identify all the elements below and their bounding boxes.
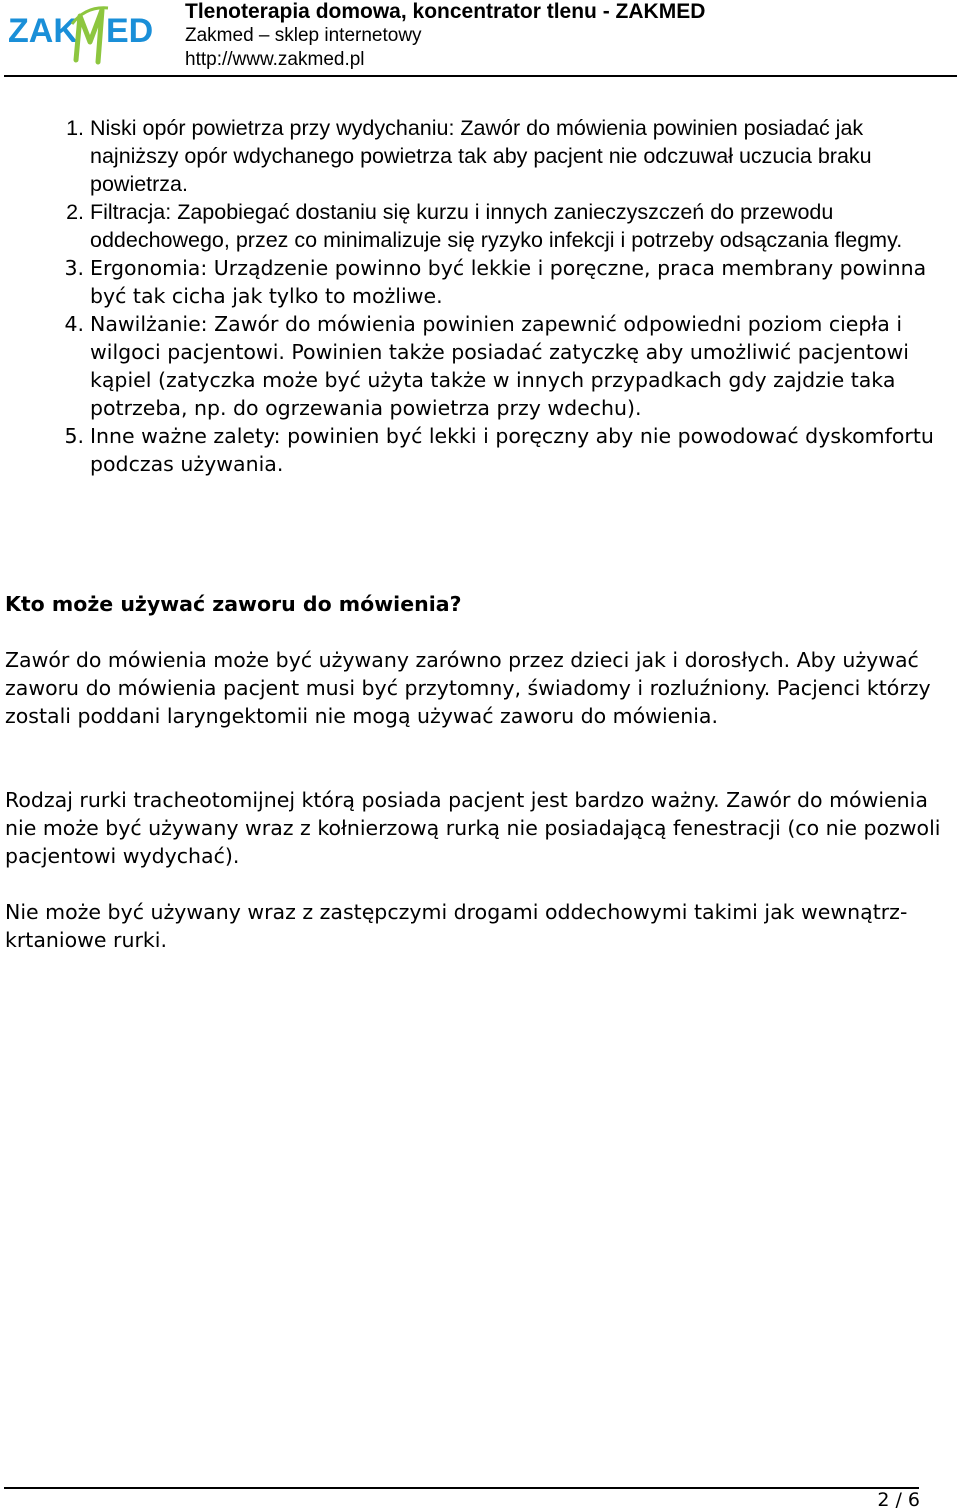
list-number: 3.	[64, 256, 84, 280]
list-item	[66, 198, 955, 254]
list-text: Filtracja: Zapobiegać dostaniu się kurzu i innych zanieczyszczeń do przewodu oddechowego, przez co minimalizuje się ryzyko infekcji i potrzeby odsączania flegmy.	[90, 200, 903, 252]
document-title: Tlenoterapia domowa, koncentrator tlenu - ZAKMED	[185, 0, 706, 23]
list-text: Nawilżanie: Zawór do mówienia powinien zapewnić odpowiedni poziom ciepła i wilgoci pacjentowi. Powinien także posiadać zatyczkę aby umożliwić pacjentowi kąpiel (zatyczka może być użyta także w innych przypadkach gdy zajdzie taka potrzeba, np. do ogrzewania powietrza przy wdechu).	[90, 312, 909, 420]
list-text: Inne ważne zalety: powinien być lekki i poręczny aby nie powodować dyskomfortu podczas używania.	[90, 424, 934, 476]
page-number: 2 / 6	[877, 1489, 920, 1511]
header-text	[185, 0, 705, 72]
zakmed-logo	[6, 2, 166, 68]
list-number: 4.	[64, 312, 84, 336]
page-header	[0, 0, 960, 78]
list-number: 5.	[64, 424, 84, 448]
document-body	[5, 114, 955, 952]
svg-text:ED: ED	[106, 12, 154, 50]
list-text: Niski opór powietrza przy wydychaniu: Zawór do mówienia powinien posiadać jak najniższy opór wdychanego powietrza tak aby pacjent nie odczuwał uczucia braku powietrza.	[90, 116, 872, 196]
shop-name: Zakmed – sklep internetowy	[185, 25, 422, 46]
list-item	[64, 310, 955, 422]
list-item	[64, 254, 955, 310]
paragraph: Nie może być używany wraz z zastępczymi drogami oddechowymi takimi jak wewnątrz-krtaniowe rurki.	[5, 900, 908, 952]
feature-list	[5, 114, 955, 478]
footer-divider	[4, 1487, 919, 1489]
list-item	[66, 114, 955, 198]
section-heading: Kto może używać zaworu do mówienia?	[5, 592, 462, 616]
shop-url[interactable]: http://www.zakmed.pl	[185, 49, 365, 70]
paragraph: Zawór do mówienia może być używany zarówno przez dzieci jak i dorosłych. Aby używać zaworu do mówienia pacjent musi być przytomny, świadomy i rozluźniony. Pacjenci którzy zostali poddani laryngektomii nie mogą używać zaworu do mówienia.	[5, 648, 931, 728]
svg-text:ZAK: ZAK	[8, 12, 78, 50]
header-divider	[4, 75, 957, 77]
list-number: 2.	[66, 200, 84, 224]
paragraph: Rodzaj rurki tracheotomijnej którą posiada pacjent jest bardzo ważny. Zawór do mówienia nie może być używany wraz z kołnierzową rurką nie posiadającą fenestracji (co nie pozwoli pacjentowi wydychać).	[5, 788, 941, 868]
list-number: 1.	[66, 116, 84, 140]
list-item	[64, 422, 955, 478]
list-text: Ergonomia: Urządzenie powinno być lekkie i poręczne, praca membrany powinna być tak cicha jak tylko to możliwe.	[90, 256, 927, 308]
